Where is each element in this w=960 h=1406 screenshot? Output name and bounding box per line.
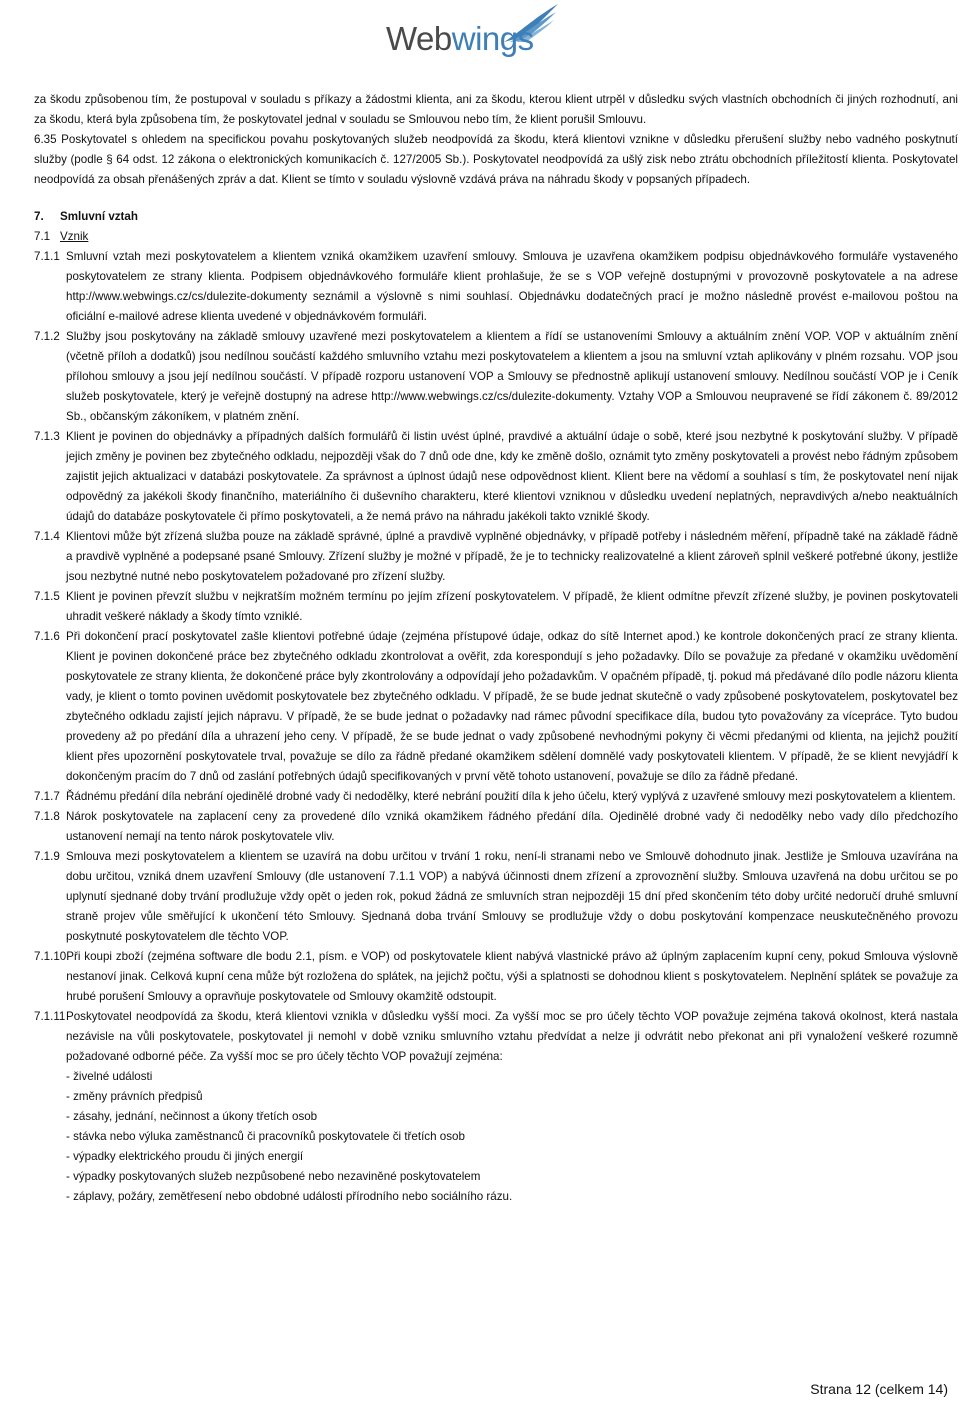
clause-number: 6.35 (34, 133, 57, 146)
list-item: 7.1.6 Při dokončení prací poskytovatel zašle klientovi potřebné údaje (zejména přístupové údaje, odkaz do sítě Internet apod.) ke kontrole dokončených prací ze strany klienta. Klient je povinen dokončené práce bez zbytečného odkladu zkontrolovat a ověřit, zda korespondují s jeho požadavky. Dílo se považuje za předané v okamžiku uvědomění poskytovatele ze strany klienta, že dokončené práce byly zkontrolovány a odpovídají jeho požadavkům. V opačném případě, tj. pokud má předávané dílo podle názoru klienta vady, je klient o tomto povinen uvědomit poskytovatele bez zbytečného odkladu. V případě, že se bude jednat skutečně o vady způsobené poskytovatelem, poskytovatel bez zbytečného odkladu zajistí jejich nápravu. V případě, že se bude jednat o požadavky nad rámec původní specifikace díla, budou tyto považovány za vícepráce. Tyto budou provedeny až po předání díla a uhrazení jeho ceny. V případě, že se bude jednat o vady způsobené nevhodnými pokyny či věcmi předanými od klienta, na jejichž použití klient přes upozornění poskytovatele trval, považuje se dílo za řádně předané okamžikem sdělení domnělé vady poskytovateli klientem. V případě, že se klient nevyjádří k dokončeným pracím do 7 dnů od zaslání potřebných údajů specifikovaných v první větě tohoto ustanovení, považuje se dílo za řádně předané. (34, 630, 958, 783)
list-item: 7.1.9 Smlouva mezi poskytovatelem a klientem se uzavírá na dobu určitou v trvání 1 roku, není-li stranami nebo ve Smlouvě dohodnuto jinak. Jestliže je Smlouva uzavírána na dobu určitou, vzniká dnem uzavření Smlouvy (dle ustanovení 7.1.1 VOP) a nabývá účinnosti dnem zřízení a zprovoznění služby. Smlouva uzavřená na dobu určitou se po uplynutí sjednané doby trvání prodlužuje vždy opět o jeden rok, pokud žádná ze smluvních stran nejpozději 15 dní před skončením této doby určité nedoručí druhé smluvní straně projev vůle směřující k ukončení této Smlouvy. Sjednaná doba trvání Smlouvy se prodlužuje vždy o dobu poskytování kompenzace neuskutečněného provozu poskytnuté poskytovatelem dle těchto VOP. (34, 850, 958, 943)
list-entry: - živelné události (66, 1070, 153, 1083)
webwings-logo (380, 0, 580, 62)
section-heading (34, 207, 958, 227)
list-entry: - záplavy, požáry, zemětřesení nebo obdobné události přírodního nebo sociálního rázu. (66, 1190, 513, 1203)
document-body (34, 90, 958, 1207)
list-entry: - zásahy, jednání, nečinnost a úkony třetích osob (66, 1110, 318, 1123)
list-item: 7.1.2 Služby jsou poskytovány na základě smlouvy uzavřené mezi poskytovatelem a klientem a řídí se ustanoveními Smlouvy a aktuálním znění VOP. VOP v aktuálním znění (včetně příloh a dodatků) jsou nedílnou součástí každého smluvního vztahu mezi poskytovatelem a klientem a jsou na smluvní vztah aplikovány v plném rozsahu. VOP jsou přílohou smlouvy a jsou její nedílnou součástí. V případě rozporu ustanovení VOP a Smlouvy se přednostně aplikují ustanovení smlouvy. Nedílnou součástí VOP je i Ceník služeb poskytovatele, který je veřejně dostupný na adrese http://www.webwings.cz/cs/dulezite-dokumenty. Vztahy VOP a Smlouvou neupravené se řídí zákonem č. 89/2012 Sb., občanským zákoníkem, v platném znění. (34, 330, 958, 423)
list-item: 7.1.10 Při koupi zboží (zejména software dle bodu 2.1, písm. e VOP) od poskytovatele klient nabývá vlastnické právo až úplným zaplacením kupní ceny, pokud Smlouva výslovně nestanoví jinak. Celková kupní cena může být rozložena do splátek, na jejichž počtu, výši a splatnosti se dohodnou klient s poskytovatelem. Neplnění splátek se považuje za hrubé porušení Smlouvy a opravňuje poskytovatele od Smlouvy okamžitě odstoupit. (34, 950, 958, 1003)
section-title: Smluvní vztah (60, 210, 138, 223)
logo-wordmark: Webwings (386, 20, 534, 57)
list-item: 7.1.4 Klientovi může být zřízená služba pouze na základě správné, úplné a pravdivě vyplněné objednávky, v případě potřeby i následném měření, případně také na základě řádně a pravdivě vyplněné a podepsané psané Smlouvy. Zřízení služby je možné v případě, že je to technicky realizovatelné a klient zároveň splnil veškeré potřebné úkony, jestliže jsou nezbytné nutné nebo poskytovatelem požadované pro zřízení služby. (34, 530, 958, 583)
section-number: 7. (34, 210, 44, 223)
list-entry: - výpadky poskytovaných služeb nezpůsobené nebo nezaviněné poskytovatelem (66, 1170, 481, 1183)
items-list (34, 247, 958, 1207)
clause-6-35 (34, 130, 958, 190)
list-item: 7.1.7 Řádnému předání díla nebrání ojedinělé drobné vady či nedodělky, které nebrání použití díla k jeho účelu, který vyplývá z uzavřené smlouvy mezi poskytovatelem a klientem. (34, 790, 956, 803)
subsection-number: 7.1 (34, 230, 51, 243)
force-majeure-list (66, 1067, 958, 1207)
list-item: 7.1.3 Klient je povinen do objednávky a případných dalších formulářů či listin uvést úplné, pravdivé a aktuální údaje o sobě, které jsou nezbytné k poskytování služby. V případě jejich změny je povinen bez zbytečného odkladu, nejpozději však do 7 dnů ode dne, kdy ke změně došlo, oznámit tyto změny poskytovateli a provést nebo řádným způsobem zajistit jejich aktualizaci v databázi poskytovatele. Za správnost a úplnost údajů nese odpovědnost klient. Klient bere na vědomí a souhlasí s tím, že poskytovatel není nijak odpovědný za jakékoli škody finančního, materiálního či duševního charakteru, které klientovi vzniknou v důsledku uvedení neplatných, nepravdivých a/nebo neaktuálních údajů do databáze poskytovatele či přímo poskytovateli, a že nemá právo na náhradu jakékoli takto vzniklé škody. (34, 430, 958, 523)
list-entry: - stávka nebo výluka zaměstnanců či pracovníků poskytovatele či třetích osob (66, 1130, 465, 1143)
list-entry: - výpadky elektrického proudu či jiných energií (66, 1150, 304, 1163)
subsection-heading (34, 227, 958, 247)
item-text: Poskytovatel neodpovídá za škodu, která klientovi vznikla v důsledku vyšší moci. Za vyšší moc se pro účely těchto VOP považuje zejména taková okolnost, která nastala nezávisle na vůli poskytovatele, poskytovatel ji nemohl v době vzniku smluvního vztahu předvídat a nelze ji odvrátit nebo překonat ani při vynaložení veškeré rozumně požadované odborné péče. Za vyšší moc se pro účely těchto VOP považují zejména: (66, 1010, 958, 1063)
subsection-title: Vznik (60, 230, 89, 243)
list-item: 7.1.11 Poskytovatel neodpovídá za škodu, která klientovi vznikla v důsledku vyšší moci. Za vyšší moc se pro účely těchto VOP považuje zejména taková okolnost, která nastala nezávisle na vůli poskytovatele, poskytovatel ji nemohl v době vzniku smluvního vztahu předvídat a nelze ji odvrátit nebo překonat ani při vynaložení veškeré rozumně požadované odborné péče. Za vyšší moc se pro účely těchto VOP považují zejména: - živelné události - změny právních předpisů - zásahy, jednání, nečinnost a úkony třetích osob - stávka nebo výluka zaměstnanců či pracovníků poskytovatele či třetích osob - výpadky elektrického proudu či jiných energií - výpadky poskytovaných služeb nezpůsobené nebo nezaviněné poskytovatelem - záplavy, požáry, zemětřesení nebo obdobné události přírodního nebo sociálního rázu. (34, 1007, 958, 1207)
list-entry: - změny právních předpisů (66, 1090, 203, 1103)
list-item: 7.1.8 Nárok poskytovatele na zaplacení ceny za provedené dílo vzniká okamžikem řádného předání díla. Ojedinělé drobné vady či nedodělky nebo vady dílo předchozího ustanovení nemají na tento nárok poskytovatele vliv. (34, 810, 958, 843)
page-number: Strana 12 (celkem 14) (810, 1381, 948, 1397)
clause-text: Poskytovatel s ohledem na specifickou povahu poskytovaných služeb neodpovídá za škodu, která klientovi vznikne v důsledku přerušení služby nebo vadného poskytnutí služby (podle § 64 odst. 12 zákona o elektronických komunikacích č. 127/2005 Sb.). Poskytovatel neodpovídá za ušlý zisk nebo ztrátu obchodních příležitostí klienta. Poskytovatel neodpovídá za obsah přenášených zpráv a dat. Klient se tímto v souladu výslovně vzdává práva na náhradu škody v popsaných případech. (34, 133, 958, 186)
list-item: 7.1.1 Smluvní vztah mezi poskytovatelem a klientem vzniká okamžikem uzavření smlouvy. Smlouva je uzavřena okamžikem podpisu objednávkového formuláře vystaveného poskytovatelem ze strany klienta. Podpisem objednávkového formuláře klient prohlašuje, že se s VOP veřejně dostupnými v provozovně poskytovatele a na adrese http://www.webwings.cz/cs/dulezite-dokumenty seznámil a výslovně s nimi souhlasí. Objednávku dodatečných prací je možno následně provést e-mailovou poštou na oficiální e-mailové adrese klienta uvedené v objednávkovém formuláři. (34, 250, 958, 323)
intro-paragraph: za škodu způsobenou tím, že postupoval v souladu s příkazy a žádostmi klienta, ani za škodu, kterou klient utrpěl v důsledku svých vlastních obchodních či jiných rozhodnutí, ani za škodu, která byla způsobena tím, že poskytovatel jednal v souladu se Smlouvou nebo tím, že klient porušil Smlouvu. (34, 93, 958, 126)
list-item: 7.1.5 Klient je povinen převzít službu v nejkratším možném termínu po jejím zřízení poskytovatelem. V případě, že klient odmítne převzít zřízené služby, je povinen poskytovateli uhradit veškeré náklady a škody tímto vzniklé. (34, 590, 958, 623)
